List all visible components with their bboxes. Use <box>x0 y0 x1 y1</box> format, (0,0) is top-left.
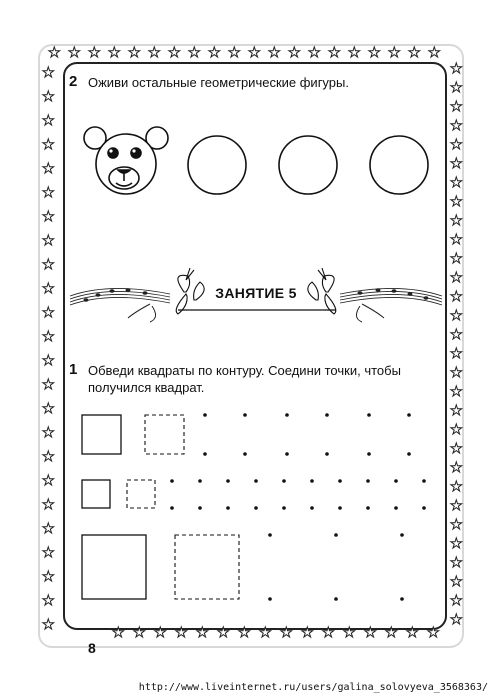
star-icon: ★ <box>148 45 161 61</box>
star-icon: ★ <box>385 625 398 641</box>
star-icon: ★ <box>42 257 55 273</box>
dot <box>310 506 314 510</box>
star-icon: ★ <box>450 555 463 571</box>
star-icon: ★ <box>228 45 241 61</box>
star-icon: ★ <box>42 617 55 633</box>
star-icon: ★ <box>450 270 463 286</box>
square-solid-1 <box>82 415 121 454</box>
star-icon: ★ <box>42 569 55 585</box>
star-icon: ★ <box>450 441 463 457</box>
task-instruction-line-2: получился квадрат. <box>88 380 205 395</box>
star-icon: ★ <box>248 45 261 61</box>
star-icon: ★ <box>450 479 463 495</box>
star-icon: ★ <box>188 45 201 61</box>
dot <box>254 479 258 483</box>
star-icon: ★ <box>450 327 463 343</box>
star-icon: ★ <box>450 460 463 476</box>
empty-circle-3 <box>370 136 428 194</box>
square-dashed-1 <box>145 415 184 454</box>
square-dashed-2 <box>127 480 155 508</box>
star-icon: ★ <box>450 194 463 210</box>
star-icon: ★ <box>450 612 463 628</box>
star-icon: ★ <box>154 625 167 641</box>
star-icon: ★ <box>450 498 463 514</box>
star-icon: ★ <box>42 89 55 105</box>
dot <box>334 597 338 601</box>
star-icon: ★ <box>450 213 463 229</box>
butterfly-icon <box>176 268 204 314</box>
task-instruction-animate-shapes: Оживи остальные геометрические фигуры. <box>88 75 349 90</box>
dot <box>422 479 426 483</box>
dot <box>338 479 342 483</box>
star-icon: ★ <box>428 45 441 61</box>
dot <box>203 413 207 417</box>
star-icon: ★ <box>450 251 463 267</box>
dot <box>285 413 289 417</box>
star-icon: ★ <box>288 45 301 61</box>
star-icon: ★ <box>450 289 463 305</box>
dot <box>325 413 329 417</box>
dot <box>310 479 314 483</box>
star-icon: ★ <box>450 384 463 400</box>
star-icon: ★ <box>42 473 55 489</box>
dot <box>226 506 230 510</box>
square-dashed-3 <box>175 535 239 599</box>
star-icon: ★ <box>450 422 463 438</box>
task-number-1: 1 <box>69 361 78 378</box>
star-icon: ★ <box>238 625 251 641</box>
star-icon: ★ <box>259 625 272 641</box>
dot <box>366 506 370 510</box>
dot <box>170 479 174 483</box>
star-icon: ★ <box>42 521 55 537</box>
footer-url: http://www.liveinternet.ru/users/galina_solovyeva_3568363/ <box>138 682 488 693</box>
butterfly-icon <box>308 268 336 314</box>
star-icon: ★ <box>308 45 321 61</box>
dot <box>422 506 426 510</box>
star-icon: ★ <box>42 209 55 225</box>
dot <box>367 452 371 456</box>
star-icon: ★ <box>450 156 463 172</box>
dot <box>243 452 247 456</box>
dot <box>325 452 329 456</box>
star-icon: ★ <box>364 625 377 641</box>
star-icon: ★ <box>42 137 55 153</box>
star-icon: ★ <box>406 625 419 641</box>
star-icon: ★ <box>42 281 55 297</box>
star-icon: ★ <box>168 45 181 61</box>
star-icon: ★ <box>108 45 121 61</box>
star-icon: ★ <box>128 45 141 61</box>
star-icon: ★ <box>175 625 188 641</box>
star-icon: ★ <box>450 61 463 77</box>
star-icon: ★ <box>42 545 55 561</box>
dot <box>334 533 338 537</box>
star-icon: ★ <box>42 65 55 81</box>
star-icon: ★ <box>42 185 55 201</box>
star-icon: ★ <box>450 346 463 362</box>
star-icon: ★ <box>42 329 55 345</box>
star-icon: ★ <box>450 574 463 590</box>
star-icon: ★ <box>348 45 361 61</box>
star-icon: ★ <box>42 497 55 513</box>
dot <box>268 533 272 537</box>
task-number-2: 2 <box>69 73 78 90</box>
star-icon: ★ <box>450 403 463 419</box>
star-icon: ★ <box>450 99 463 115</box>
dot <box>407 452 411 456</box>
star-icon: ★ <box>450 118 463 134</box>
dot <box>285 452 289 456</box>
dot <box>400 533 404 537</box>
star-icon: ★ <box>427 625 440 641</box>
star-icon: ★ <box>450 593 463 609</box>
star-icon: ★ <box>112 625 125 641</box>
dot <box>282 479 286 483</box>
empty-circle-1 <box>188 136 246 194</box>
task-instruction-line-1: Обведи квадраты по контуру. Соедини точки, чтобы <box>88 363 401 378</box>
star-icon: ★ <box>450 308 463 324</box>
square-solid-2 <box>82 480 110 508</box>
star-icon: ★ <box>450 517 463 533</box>
star-icon: ★ <box>368 45 381 61</box>
star-icon: ★ <box>42 377 55 393</box>
star-icon: ★ <box>42 593 55 609</box>
star-icon: ★ <box>88 45 101 61</box>
star-icon: ★ <box>388 45 401 61</box>
empty-circle-2 <box>279 136 337 194</box>
star-icon: ★ <box>450 137 463 153</box>
star-icon: ★ <box>280 625 293 641</box>
star-icon: ★ <box>450 80 463 96</box>
star-icon: ★ <box>217 625 230 641</box>
star-icon: ★ <box>42 113 55 129</box>
star-icon: ★ <box>48 45 61 61</box>
dot <box>407 413 411 417</box>
dot <box>400 597 404 601</box>
star-icon: ★ <box>408 45 421 61</box>
star-icon: ★ <box>450 232 463 248</box>
star-icon: ★ <box>268 45 281 61</box>
dot <box>394 479 398 483</box>
star-icon: ★ <box>450 536 463 552</box>
dot <box>367 413 371 417</box>
page-number: 8 <box>88 640 96 656</box>
dot <box>254 506 258 510</box>
star-icon: ★ <box>42 401 55 417</box>
dot <box>268 597 272 601</box>
star-icon: ★ <box>196 625 209 641</box>
star-icon: ★ <box>68 45 81 61</box>
star-icon: ★ <box>42 425 55 441</box>
star-icon: ★ <box>328 45 341 61</box>
star-icon: ★ <box>343 625 356 641</box>
square-solid-3 <box>82 535 146 599</box>
star-icon: ★ <box>450 365 463 381</box>
connect-dots-grid <box>170 413 426 601</box>
dot <box>203 452 207 456</box>
bear-face-icon <box>84 127 168 194</box>
dot <box>394 506 398 510</box>
dot <box>243 413 247 417</box>
dot <box>170 506 174 510</box>
lesson-title: ЗАНЯТИЕ 5 <box>215 285 297 301</box>
star-icon: ★ <box>42 449 55 465</box>
star-icon: ★ <box>301 625 314 641</box>
dot <box>282 506 286 510</box>
star-icon: ★ <box>42 353 55 369</box>
star-icon: ★ <box>42 233 55 249</box>
dot <box>198 479 202 483</box>
dot <box>338 506 342 510</box>
dot <box>226 479 230 483</box>
star-icon: ★ <box>133 625 146 641</box>
star-icon: ★ <box>42 305 55 321</box>
dot <box>198 506 202 510</box>
dot <box>366 479 370 483</box>
star-icon: ★ <box>208 45 221 61</box>
star-icon: ★ <box>322 625 335 641</box>
star-icon: ★ <box>450 175 463 191</box>
star-icon: ★ <box>42 161 55 177</box>
